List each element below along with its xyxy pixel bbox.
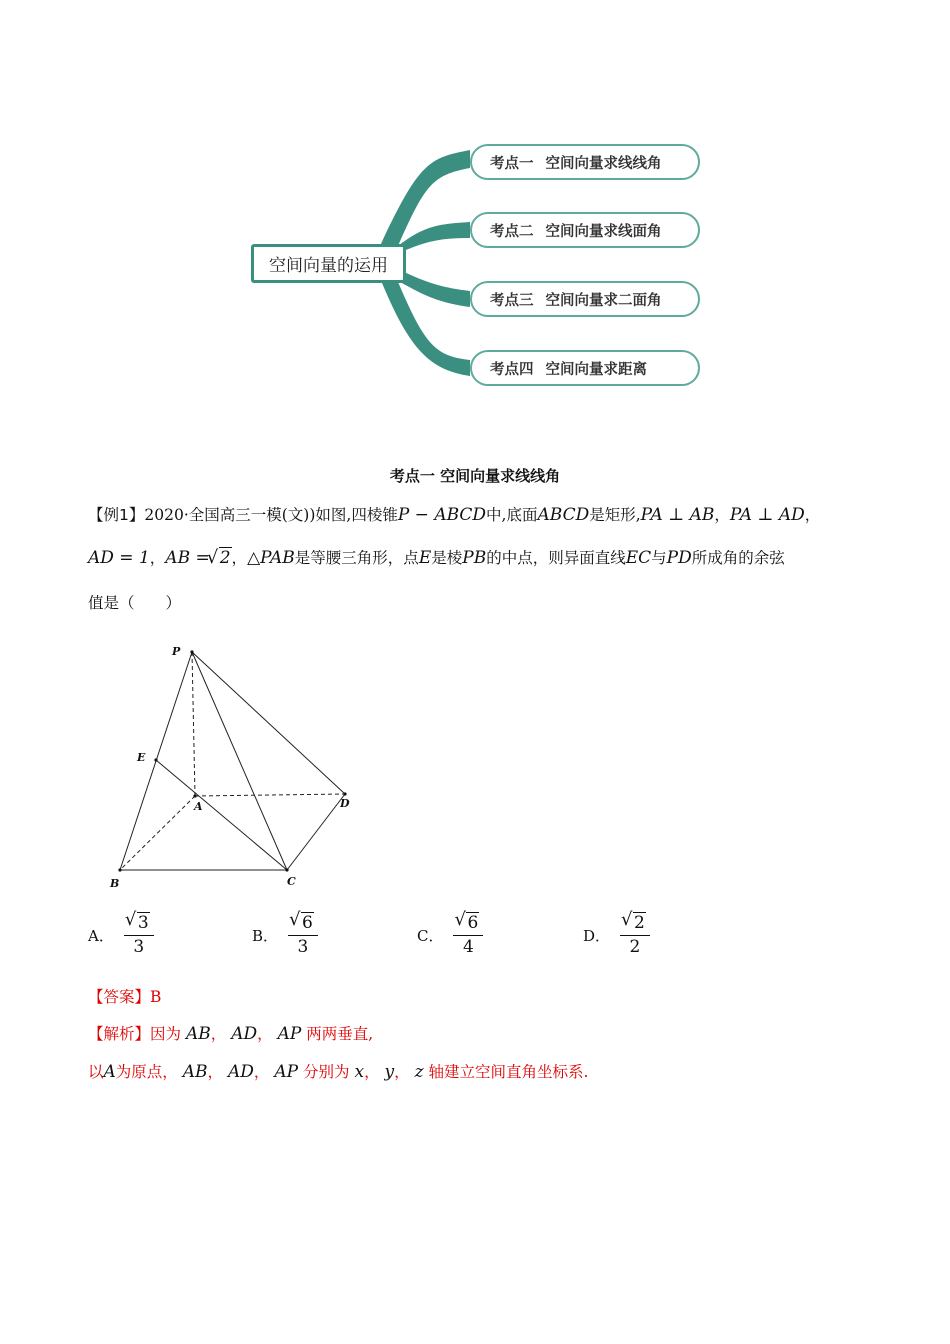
option-a[interactable] bbox=[88, 915, 154, 957]
option-letter: B． bbox=[252, 927, 279, 946]
answer-line bbox=[88, 985, 161, 1007]
mind-map-center: 空间向量的运用 bbox=[251, 244, 406, 283]
punctuation: ， bbox=[394, 1063, 410, 1081]
branch-tag: 考点三 bbox=[490, 292, 534, 309]
vertex-d bbox=[343, 792, 346, 795]
pyramid-figure bbox=[100, 640, 370, 900]
example-source: 2020·全国高三一模(文)) bbox=[144, 506, 316, 524]
math-base: ABCD bbox=[537, 505, 590, 525]
fraction-denominator: 3 bbox=[297, 936, 309, 957]
problem-text: 是矩形, bbox=[589, 506, 641, 524]
sqrt-radicand: 2 bbox=[219, 548, 231, 568]
branch-label: 空间向量求线面角 bbox=[545, 223, 662, 240]
fraction-denominator: 3 bbox=[133, 936, 145, 957]
vertex-p bbox=[190, 650, 193, 653]
fraction-numerator: 3 bbox=[137, 913, 149, 933]
mind-map-branch-3 bbox=[470, 281, 700, 317]
math-ap: AP bbox=[274, 1062, 299, 1082]
problem-text: 如图,四棱锥 bbox=[315, 506, 398, 524]
punctuation: ， bbox=[364, 1063, 380, 1081]
punctuation: ， bbox=[253, 1063, 270, 1081]
option-c[interactable] bbox=[417, 915, 483, 957]
label-c: C bbox=[287, 875, 296, 888]
math-line-pd: PD bbox=[666, 548, 692, 568]
mind-map bbox=[0, 0, 950, 420]
branch-tag: 考点二 bbox=[490, 223, 534, 240]
option-fraction bbox=[453, 915, 483, 957]
mind-map-branch-2 bbox=[470, 212, 700, 248]
pyramid-diagram bbox=[100, 640, 370, 900]
math-ab: AB bbox=[185, 1024, 211, 1044]
problem-text: 的中点，则异面直线 bbox=[486, 549, 626, 567]
problem-line-1 bbox=[88, 503, 820, 525]
math-z: z bbox=[414, 1062, 424, 1082]
option-letter: C． bbox=[417, 927, 444, 946]
vertex-e bbox=[154, 758, 157, 761]
analysis-label: 【解析】 bbox=[88, 1025, 151, 1043]
sqrt-symbol bbox=[210, 549, 232, 567]
math-point-e: E bbox=[418, 548, 432, 568]
math-triangle: △PAB bbox=[247, 548, 295, 568]
math-ad: AD bbox=[231, 1024, 258, 1044]
label-p: P bbox=[172, 645, 181, 658]
vertex-c bbox=[285, 868, 288, 871]
mind-map-branch-1 bbox=[470, 144, 700, 180]
fraction-numerator: 6 bbox=[302, 913, 313, 933]
edge-pa bbox=[192, 652, 195, 796]
branch-tag: 考点一 bbox=[490, 155, 534, 172]
math-condition-4: AB = bbox=[165, 548, 210, 568]
math-ad: AD bbox=[227, 1062, 254, 1082]
answer-value: B bbox=[150, 988, 162, 1006]
fraction-numerator: 6 bbox=[467, 913, 479, 933]
analysis-line-1 bbox=[88, 1022, 373, 1044]
label-a: A bbox=[194, 800, 203, 813]
math-pyramid: P − ABCD bbox=[397, 505, 487, 525]
punctuation: ， bbox=[210, 1025, 227, 1043]
option-letter: D． bbox=[583, 927, 611, 946]
analysis-text: 因为 bbox=[150, 1025, 182, 1043]
math-x: x bbox=[354, 1062, 365, 1082]
analysis-text: 以 bbox=[88, 1063, 104, 1081]
punctuation: ， bbox=[714, 506, 730, 524]
problem-line-3: 值是（ ） bbox=[88, 594, 182, 612]
analysis-text: 两两垂直, bbox=[306, 1025, 374, 1043]
label-b: B bbox=[110, 877, 120, 890]
option-letter: A． bbox=[88, 927, 114, 946]
problem-text: 中,底面 bbox=[486, 506, 538, 524]
math-condition-3: AD = 1 bbox=[88, 548, 150, 568]
math-line-ec: EC bbox=[625, 548, 652, 568]
edge-ad bbox=[195, 794, 345, 796]
math-y: y bbox=[384, 1062, 395, 1082]
punctuation: ， bbox=[207, 1063, 224, 1081]
fraction-numerator: 2 bbox=[634, 913, 645, 933]
punctuation: ， bbox=[257, 1025, 273, 1043]
edge-pd bbox=[192, 652, 345, 794]
option-fraction bbox=[288, 915, 318, 957]
vertex-a bbox=[193, 794, 196, 797]
answer-label: 【答案】 bbox=[88, 988, 151, 1006]
branch-tag: 考点四 bbox=[490, 361, 534, 378]
problem-text: 与 bbox=[651, 549, 667, 567]
option-d[interactable] bbox=[583, 915, 650, 957]
label-d: D bbox=[340, 797, 350, 810]
math-condition-2: PA ⊥ AD bbox=[729, 505, 805, 525]
mind-map-branch-4 bbox=[470, 350, 700, 386]
punctuation: ， bbox=[149, 549, 166, 567]
problem-text: 所成角的余弦 bbox=[691, 549, 785, 567]
branch-label: 空间向量求距离 bbox=[545, 361, 647, 378]
section-title: 考点一 空间向量求线线角 bbox=[389, 467, 561, 485]
edge-pc bbox=[192, 652, 287, 870]
math-ab: AB bbox=[182, 1062, 208, 1082]
segment-ec bbox=[156, 760, 287, 870]
example-label: 【例1】 bbox=[88, 506, 145, 524]
vertex-b bbox=[118, 868, 121, 871]
math-a: A bbox=[103, 1062, 116, 1082]
analysis-line-2 bbox=[88, 1060, 588, 1082]
option-b[interactable] bbox=[252, 915, 318, 957]
math-condition-1: PA ⊥ AB bbox=[640, 505, 715, 525]
math-edge-pb: PB bbox=[462, 548, 487, 568]
fraction-denominator: 2 bbox=[629, 936, 641, 957]
branch-label: 空间向量求二面角 bbox=[545, 292, 662, 309]
problem-line-2 bbox=[88, 546, 785, 568]
option-fraction bbox=[124, 915, 154, 957]
label-e: E bbox=[137, 751, 146, 764]
option-fraction bbox=[620, 915, 650, 957]
edge-cd bbox=[287, 794, 345, 870]
analysis-text: 分别为 bbox=[303, 1063, 350, 1081]
punctuation: ， bbox=[231, 549, 248, 567]
math-ap: AP bbox=[277, 1024, 302, 1044]
analysis-text: 为原点， bbox=[115, 1063, 178, 1081]
problem-text: 是等腰三角形，点 bbox=[294, 549, 419, 567]
analysis-text: 轴建立空间直角坐标系. bbox=[428, 1063, 589, 1081]
problem-text: 是棱 bbox=[431, 549, 463, 567]
branch-label: 空间向量求线线角 bbox=[545, 155, 662, 172]
punctuation: ， bbox=[804, 506, 821, 524]
edge-ab bbox=[120, 796, 195, 870]
fraction-denominator: 4 bbox=[462, 936, 474, 957]
